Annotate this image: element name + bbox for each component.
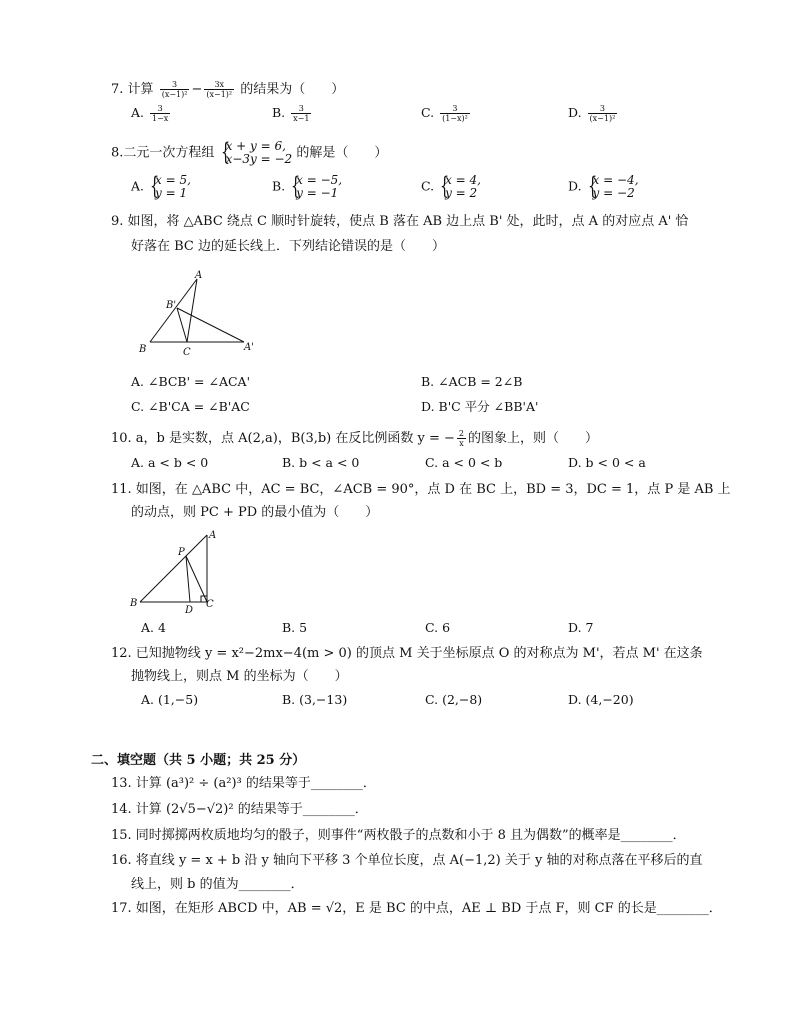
q10-option-d[interactable]: D. b < 0 < a: [568, 455, 646, 470]
q8-option-b[interactable]: B. { x = −5, y = −1: [272, 174, 342, 200]
q9-option-d[interactable]: D. B'C 平分 ∠BB'A': [421, 399, 539, 414]
q9-segment-b-prime-a-prime: [177, 308, 244, 342]
q8-number: 8.: [111, 145, 124, 161]
q11-label-b: B: [130, 598, 138, 609]
q7-post: 的结果为（ ）: [240, 82, 345, 97]
q11-label-a: A: [209, 530, 217, 541]
q7-stem: [111, 80, 344, 99]
q7-number: 7.: [111, 82, 124, 97]
q9-label-b-prime: B': [166, 300, 177, 311]
q9-segment-ca: [187, 279, 197, 342]
q12-option-c[interactable]: C. (2,−8): [425, 692, 483, 707]
q12-option-d[interactable]: D. (4,−20): [568, 692, 634, 707]
q11-label-c: C: [206, 599, 214, 610]
q8-pre: 二元一次方程组: [123, 145, 215, 161]
q9-option-b[interactable]: B. ∠ACB = 2∠B: [421, 374, 523, 389]
q9-option-a[interactable]: A. ∠BCB' = ∠ACA': [131, 374, 251, 389]
q16-line-2: 线上，则 b 的值为________．: [131, 877, 304, 892]
q8-option-d[interactable]: D. { x = −4, y = −2: [568, 174, 639, 200]
q7-minus: −: [191, 82, 203, 97]
section-2-heading: 二、填空题（共 5 小题；共 25 分）: [91, 753, 306, 768]
q7-option-b[interactable]: B. $\frac{3}{x-1}$: [272, 104, 310, 123]
q11-option-d[interactable]: D. 7: [568, 620, 594, 635]
q12-option-a[interactable]: A. (1,−5): [141, 692, 199, 707]
q7-option-c[interactable]: C. $\frac{3}{\text{(1−x)²}}$: [421, 104, 468, 123]
q16-line-1: 16. 将直线 y = x + b 沿 y 轴向下平移 3 个单位长度，点 A(−1,2) 关于 y 轴的对称点落在平移后的直: [111, 853, 703, 868]
q8-option-c[interactable]: C. { x = 4, y = 2: [421, 174, 481, 200]
q11-line-1: 11. 如图，在 △ABC 中，AC = BC，∠ACB = 90°，点 D 在 BC 上，BD = 3，DC = 1，点 P 是 AB 上: [111, 482, 731, 497]
q9-option-c[interactable]: C. ∠B'CA = ∠B'AC: [131, 399, 250, 414]
q10-option-a[interactable]: A. a < b < 0: [131, 455, 209, 470]
q7-option-a[interactable]: A. $\frac{3}{1-x}$: [131, 104, 169, 123]
q13: 13. 计算 (a³)² ÷ (a²)³ 的结果等于________．: [111, 776, 376, 791]
q11-line-2: 的动点，则 PC + PD 的最小值为（ ）: [131, 505, 379, 520]
q9-segment-cb-prime: [177, 308, 187, 342]
q11-option-a[interactable]: A. 4: [141, 620, 166, 635]
q11-label-p: P: [178, 547, 185, 558]
q7-pre: 计算: [127, 82, 154, 97]
q11-option-c[interactable]: C. 6: [425, 620, 451, 635]
q8-option-a[interactable]: A. { x = 5, y = 1: [131, 174, 191, 200]
q10-stem: 10. a，b 是实数，点 A(2,a)，B(3,b) 在反比例函数 y = − $\frac{2}{x}$ 的图象上，则（ ）: [111, 429, 599, 448]
q9-label-b: B: [139, 344, 147, 355]
q8-post: 的解是（ ）: [296, 145, 388, 161]
q9-line-1: 9. 如图，将 △ABC 绕点 C 顺时针旋转，使点 B 落在 AB 边上点 B' 处，此时，点 A 的对应点 A' 恰: [111, 214, 689, 229]
q7-fraction-2: $\frac{3x}{\text{(x−1)²}}$: [206, 80, 233, 99]
q10-fraction: $\frac{2}{x}$: [458, 429, 465, 448]
q9-label-c: C: [183, 347, 191, 358]
q17: 17. 如图，在矩形 ABCD 中，AB = √2，E 是 BC 的中点，AE ⊥ BD 于点 F，则 CF 的长是________．: [111, 901, 722, 916]
q7-option-d[interactable]: D. $\frac{3}{\text{(x−1)²}}$: [568, 104, 616, 123]
q9-line-2: 好落在 BC 边的延长线上．下列结论错误的是（ ）: [131, 239, 446, 254]
q9-label-a: A: [195, 270, 203, 281]
q11-option-b[interactable]: B. 5: [282, 620, 308, 635]
q15: 15. 同时掷掷两枚质地均匀的骰子，则事件“两枚骰子的点数和小于 8 且为偶数”的概率是________．: [111, 828, 686, 843]
q7-fraction-1: $\frac{3}{\text{(x−1)²}}$: [161, 80, 188, 99]
q12-line-1: 12. 已知抛物线 y = x²−2mx−4(m > 0) 的顶点 M 关于坐标原点 O 的对称点为 M'，若点 M' 在这条: [111, 646, 703, 661]
q8-stem: [111, 140, 387, 166]
q9-label-a-prime: A': [244, 342, 254, 353]
q11-figure: [128, 528, 228, 616]
q14: 14. 计算 (2√5−√2)² 的结果等于________．: [111, 802, 368, 817]
q11-segment-ab: [140, 535, 207, 602]
q12-line-2: 抛物线上，则点 M 的坐标为（ ）: [131, 669, 348, 684]
q8-system: { x + y = 6, x−3y = −2: [219, 140, 293, 166]
q9-figure: [134, 270, 264, 360]
q11-label-d: D: [185, 605, 194, 616]
q10-option-b[interactable]: B. b < a < 0: [282, 455, 360, 470]
q10-option-c[interactable]: C. a < 0 < b: [425, 455, 503, 470]
q12-option-b[interactable]: B. (3,−13): [282, 692, 348, 707]
